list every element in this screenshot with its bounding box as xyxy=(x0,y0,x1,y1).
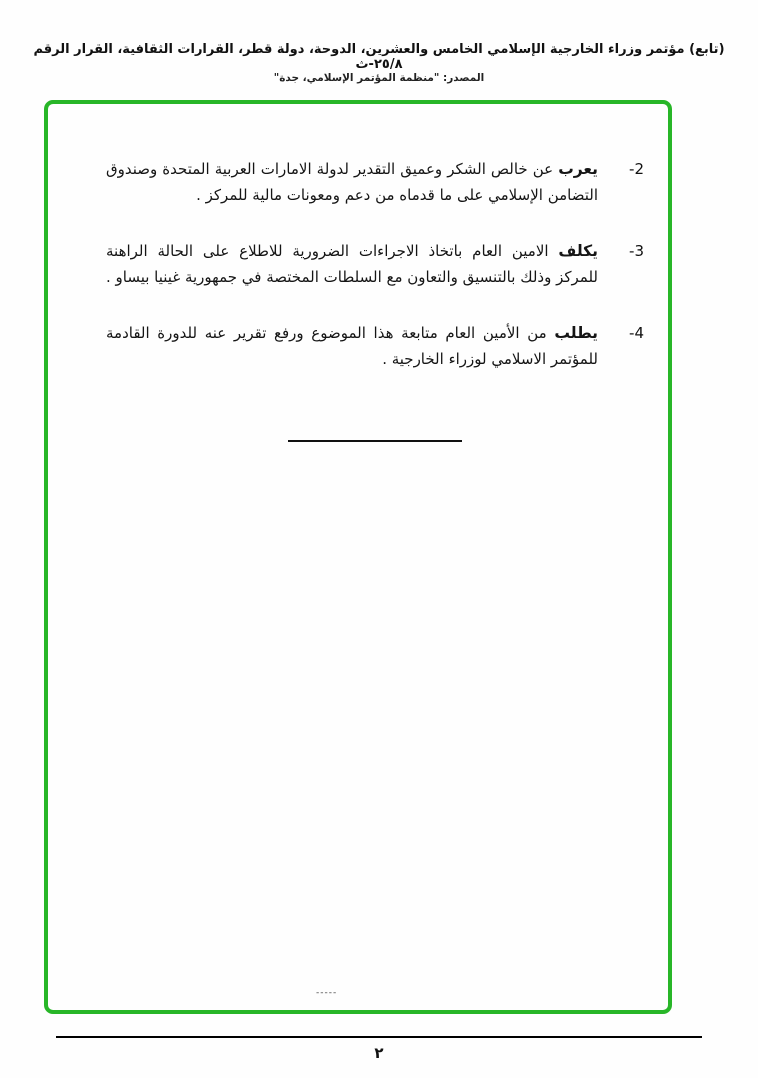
document-source-line: المصدر: "منظمة المؤتمر الإسلامي، جدة" xyxy=(273,72,485,84)
highlight-border-box xyxy=(44,100,672,1014)
item-body-text: الامين العام باتخاذ الاجراءات الضرورية للاطلاع على الحالة الراهنة للمركز وذلك بالتنسيق والتعاون مع السلطات المختصة في جمهورية غينيا بيساو . xyxy=(105,242,598,286)
resolution-items xyxy=(106,156,644,402)
section-separator-line xyxy=(288,440,462,442)
resolution-item-3 xyxy=(106,238,644,290)
item-body-text: من الأمين العام متابعة هذا الموضوع ورفع تقرير عنه للدورة القادمة للمؤتمر الاسلامي لوزراء الخارجية . xyxy=(106,324,598,368)
item-text xyxy=(106,238,598,290)
item-lead-word: يعرب xyxy=(558,160,598,178)
item-lead-word: يطلب xyxy=(554,324,598,342)
resolution-item-4 xyxy=(106,320,644,372)
page-number: ٢ xyxy=(374,1044,384,1062)
item-text xyxy=(106,156,598,208)
item-text xyxy=(106,320,598,372)
small-dash-mark: ----- xyxy=(316,988,338,998)
item-number: 2- xyxy=(629,160,644,178)
item-number: 3- xyxy=(629,242,644,260)
item-number: 4- xyxy=(629,324,644,342)
document-header-title: (تابع) مؤتمر وزراء الخارجية الإسلامي الخامس والعشرين، الدوحة، دولة قطر، القرارات الثقافية، القرار الرقم ٢٥/٨-ث xyxy=(33,42,725,72)
item-body-text: عن خالص الشكر وعميق التقدير لدولة الامارات العربية المتحدة وصندوق التضامن الإسلامي على ما قدماه من دعم ومعونات مالية للمركز . xyxy=(106,160,598,204)
item-lead-word: يكلف xyxy=(558,242,598,260)
resolution-item-2 xyxy=(106,156,644,208)
footer-rule xyxy=(56,1036,702,1038)
